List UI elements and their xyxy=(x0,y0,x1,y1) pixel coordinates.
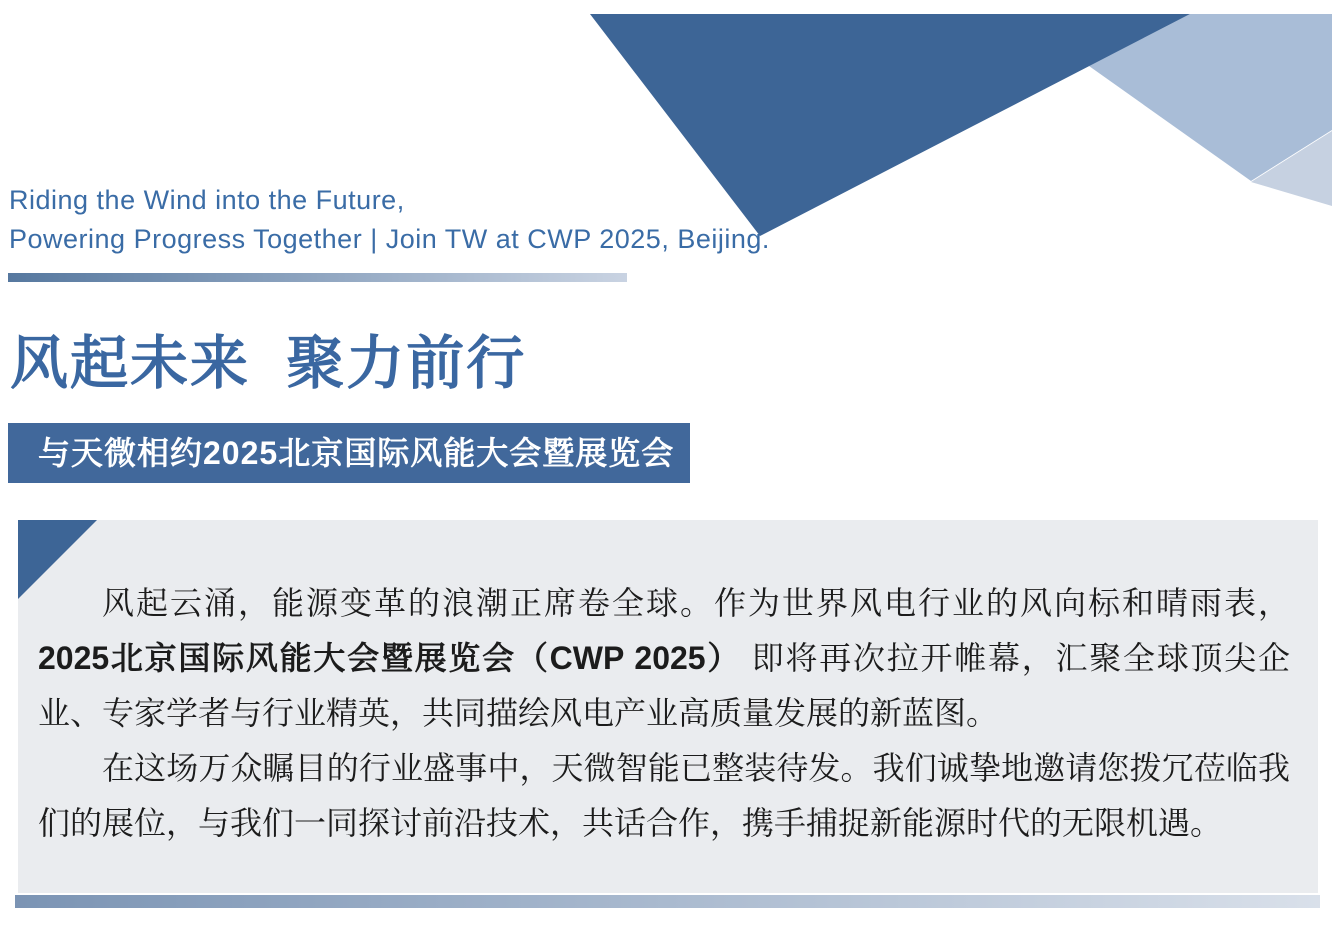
paragraph-1-lead: 风起云涌，能源变革的浪潮正席卷全球。作为世界风电行业的风向标和晴雨表， xyxy=(102,585,1290,621)
paragraph-1 xyxy=(38,576,1290,741)
top-divider-bar xyxy=(8,273,627,282)
english-tagline xyxy=(9,181,770,259)
content-panel xyxy=(18,520,1318,893)
paragraph-1-rest: 即将再次拉开帷幕，汇聚全球顶尖企业、专家学者与行业精英，共同描绘风电产业高质量发展的新蓝图。 xyxy=(38,640,1290,731)
subtitle-banner: 与天微相约2025北京国际风能大会暨展览会 xyxy=(8,423,690,483)
paragraph-1-bold: 2025北京国际风能大会暨展览会（CWP 2025） xyxy=(38,640,742,676)
tagline-line-1: Riding the Wind into the Future, xyxy=(9,185,405,215)
panel-text xyxy=(38,576,1290,851)
tagline-line-2: Powering Progress Together | Join TW at CWP 2025, Beijing. xyxy=(9,224,770,254)
page-title: 风起未来 聚力前行 xyxy=(10,331,527,396)
paragraph-2: 在这场万众瞩目的行业盛事中，天微智能已整装待发。我们诚挚地邀请您拨冗莅临我们的展位，与我们一同探讨前沿技术，共话合作，携手捕捉新能源时代的无限机遇。 xyxy=(38,750,1290,841)
bottom-divider-bar xyxy=(15,895,1320,908)
